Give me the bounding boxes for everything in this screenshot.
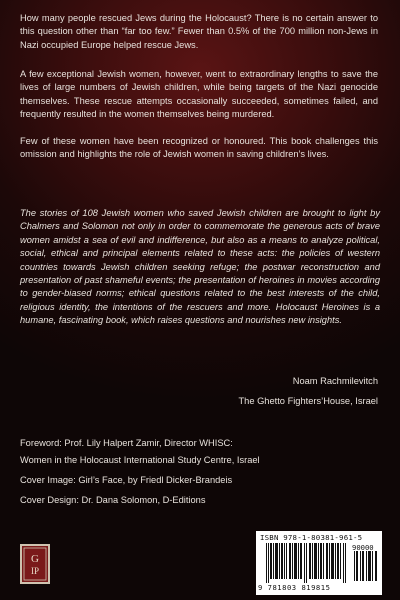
foreword-credit-line-2: Women in the Holocaust International Study Centre, Israel bbox=[20, 455, 260, 465]
publisher-logo-icon bbox=[23, 547, 47, 581]
endorser-name: Noam Rachmilevitch bbox=[292, 376, 378, 386]
cover-image-credit: Cover Image: Girl’s Face, by Friedl Dicker-Brandeis bbox=[20, 475, 233, 485]
intro-paragraph-3: Few of these women have been recognized or honoured. This book challenges this omission and highlights the role of Jewish women in saving children’s lives. bbox=[20, 136, 378, 160]
svg-text:G: G bbox=[31, 553, 39, 565]
isbn-barcode bbox=[256, 531, 382, 595]
intro-paragraph-2: A few exceptional Jewish women, however, went to extraordinary lengths to save the lives of large numbers of Jewish children, while being targets of the Nazi genocide themselves. These rescue attempts occasionally succeeded, sometimes failed, and frequently resulted in the women themselves being murdered. bbox=[20, 69, 378, 119]
barcode-digits: 9 781803 819815 bbox=[258, 583, 331, 592]
isbn-text: ISBN 978-1-80381-961-5 bbox=[260, 533, 363, 542]
barcode-bars-icon bbox=[266, 543, 350, 583]
publisher-logo bbox=[20, 544, 50, 584]
addon-barcode-icon bbox=[354, 551, 378, 581]
review-blurb: The stories of 108 Jewish women who saved Jewish children are brought to light by Chalmers and Solomon not only in order to commemorate the generous acts of brave women amidst a sea of evil and indifference, but also as a means to analyze political, social, ethical and principal elements related to these acts: the policies of western countries towards Jewish children seeking refuge; the postwar reconstruction and presentation of past shameful events; the presentation of heroines in movies according to gender-biased norms; ethical questions related to the best interests of the child, religious identity, the intentions of the rescuers and more. Holocaust Heroines is a humane, fascinating book, which raises questions and nourishes new insights. bbox=[20, 208, 380, 326]
intro-paragraph-1: How many people rescued Jews during the Holocaust? There is no certain answer to this question other than “far too few.” Fewer than 0.5% of the 700 million non-Jews in Nazi occupied Europe helped rescue Jews. bbox=[20, 13, 378, 50]
endorser-affiliation: The Ghetto Fighters’House, Israel bbox=[238, 396, 378, 406]
barcode-addon: 90000 bbox=[352, 543, 374, 552]
foreword-credit-line-1: Foreword: Prof. Lily Halpert Zamir, Director WHISC: bbox=[20, 438, 233, 448]
svg-text:IP: IP bbox=[30, 566, 40, 576]
cover-design-credit: Cover Design: Dr. Dana Solomon, D-Editions bbox=[20, 495, 206, 505]
